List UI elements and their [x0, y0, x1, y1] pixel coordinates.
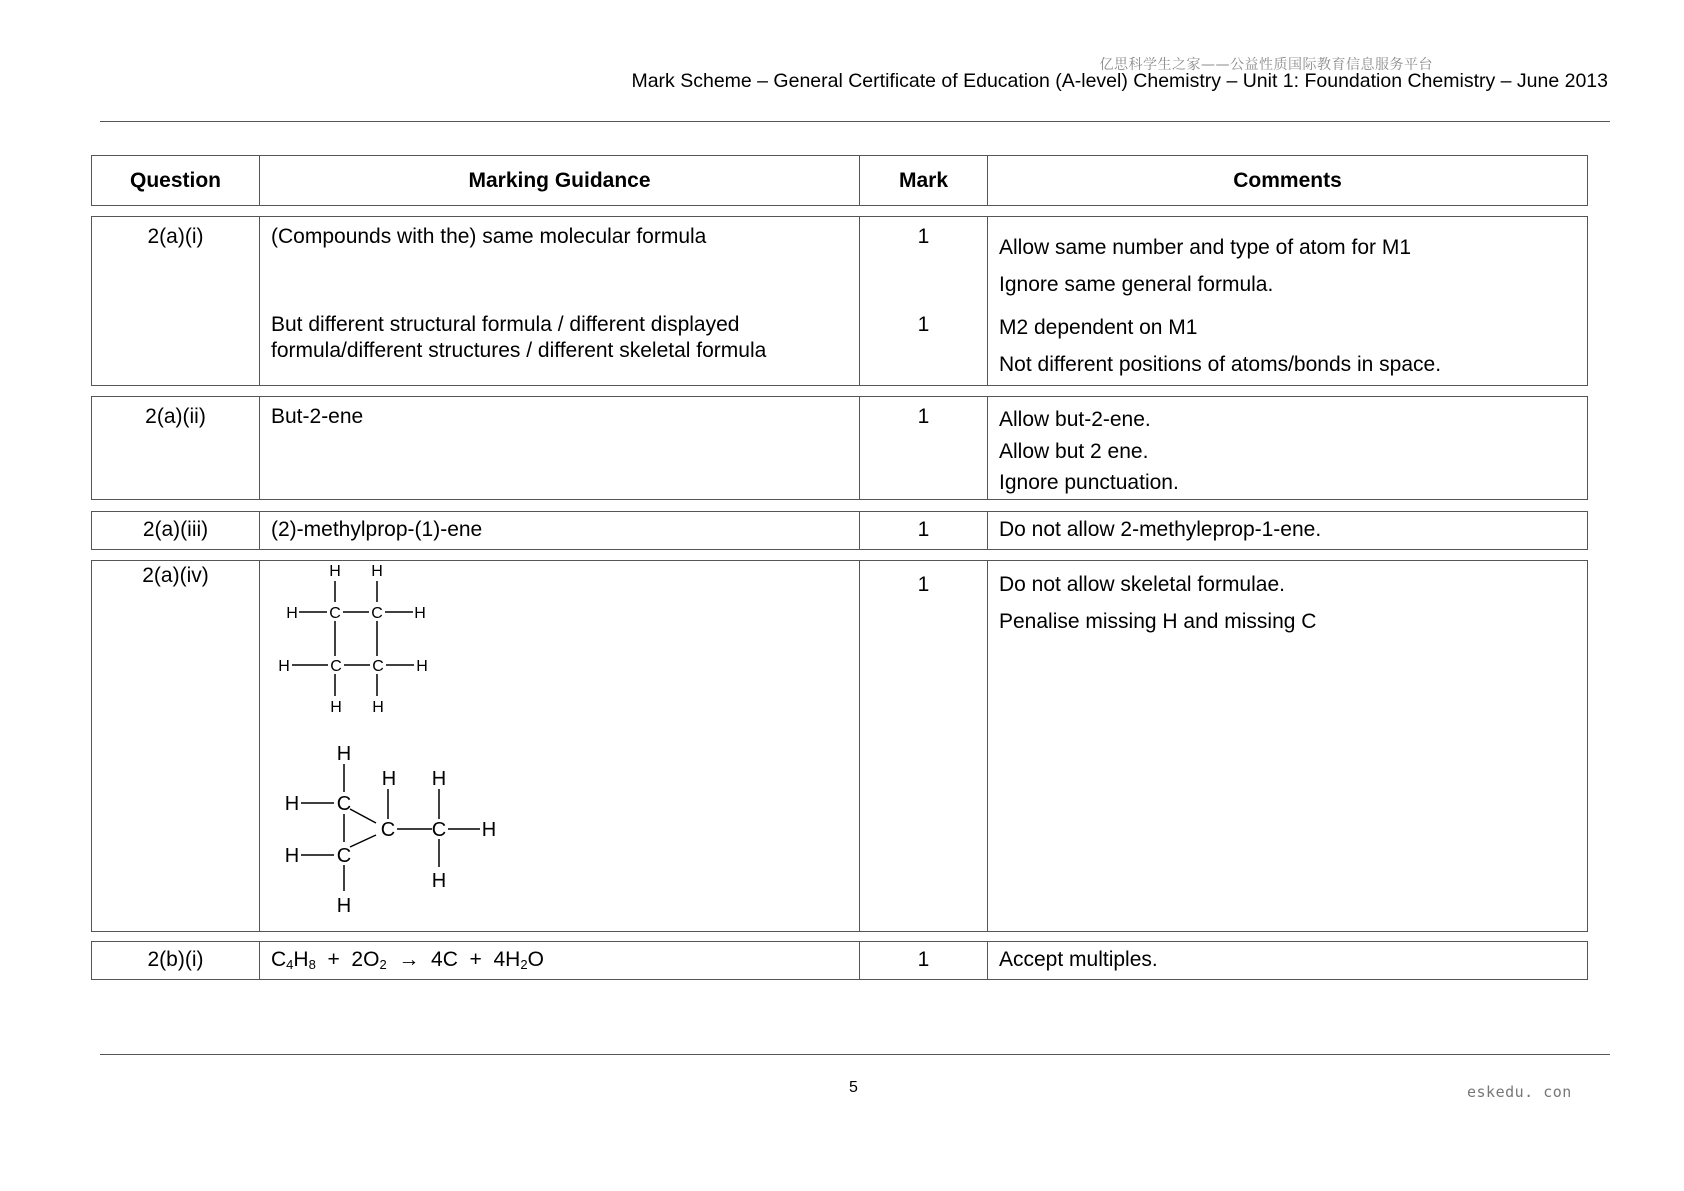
comment-line: Ignore same general formula. [999, 273, 1274, 296]
question-number: 2(a)(iv) [142, 564, 209, 587]
atom-h: H [278, 658, 290, 675]
atom-h: H [286, 605, 298, 622]
atom-h: H [336, 895, 352, 917]
column-header-guidance: Marking Guidance [260, 156, 860, 206]
mark-value: 1 [917, 313, 930, 336]
atom-h: H [381, 768, 397, 790]
comment-line: Allow same number and type of atom for M1 [999, 236, 1412, 259]
atom-c: C [380, 819, 396, 841]
atom-c: C [431, 819, 447, 841]
comment-line: Allow but 2 ene. [999, 439, 1149, 463]
comments-cell [988, 217, 1588, 386]
comment-line: Do not allow 2-methyleprop-1-ene. [999, 518, 1322, 541]
comment-line: Allow but-2-ene. [999, 408, 1151, 431]
comments-cell [988, 561, 1588, 932]
atom-h: H [284, 845, 300, 867]
atom-h: H [336, 743, 352, 765]
column-header-table [91, 155, 1588, 206]
question-number: 2(a)(ii) [145, 405, 206, 428]
watermark-text: 亿思科学生之家——公益性质国际教育信息服务平台 [1099, 57, 1433, 73]
guidance-cell [260, 397, 860, 500]
atom-c: C [336, 845, 352, 867]
atom-h: H [329, 563, 341, 580]
mark-value: 1 [917, 405, 930, 428]
atom-c: C [329, 605, 341, 622]
document-header-title: Mark Scheme – General Certificate of Education (A-level) Chemistry – Unit 1: Foundation Chemistry – June 2013 [631, 70, 1608, 92]
atom-h: H [371, 563, 383, 580]
guidance-line: But-2-ene [271, 405, 364, 428]
atom-c: C [371, 605, 383, 622]
question-number: 2(a)(i) [147, 225, 204, 248]
column-header-mark: Mark [860, 156, 988, 206]
comment-line: M2 dependent on M1 [999, 316, 1198, 339]
atom-h: H [330, 699, 342, 716]
atom-h: H [431, 870, 447, 892]
comments-cell [988, 397, 1588, 500]
atom-h: H [414, 605, 426, 622]
question-cell [92, 942, 260, 980]
comment-line: Accept multiples. [999, 948, 1158, 971]
mark-cell [860, 942, 988, 980]
reaction-arrow: → [398, 948, 420, 971]
mark-value: 1 [917, 518, 930, 541]
guidance-line: But different structural formula / different displayed [271, 313, 740, 336]
row-2a-i [91, 216, 1588, 386]
header-divider [100, 121, 1610, 122]
mark-cell [860, 397, 988, 500]
mark-value: 1 [917, 948, 930, 971]
comments-cell [988, 512, 1588, 550]
row-2a-iv [91, 560, 1588, 932]
comment-line: Do not allow skeletal formulae. [999, 573, 1285, 596]
methylcyclopropane-labels [285, 743, 496, 917]
cyclobutane-structure [292, 581, 414, 696]
comment-line: Not different positions of atoms/bonds in space. [999, 353, 1442, 376]
column-header-question: Question [92, 156, 260, 206]
atom-h: H [284, 793, 300, 815]
question-number: 2(b)(i) [147, 948, 204, 971]
row-2a-iii [91, 511, 1588, 550]
footer-divider [100, 1054, 1610, 1055]
mark-value: 1 [917, 225, 930, 248]
row-2a-ii [91, 396, 1588, 500]
footer-site-text: eskedu. con [1467, 1083, 1572, 1101]
cyclobutane-labels [278, 563, 428, 716]
atom-c: C [372, 658, 384, 675]
comment-line: Penalise missing H and missing C [999, 610, 1317, 633]
guidance-line: (Compounds with the) same molecular formula [271, 225, 707, 248]
mark-cell [860, 512, 988, 550]
mark-cell [860, 217, 988, 386]
guidance-line: (2)-methylprop-(1)-ene [271, 518, 483, 541]
mark-cell [860, 561, 988, 932]
page-number: 5 [849, 1079, 858, 1096]
comments-cell [988, 942, 1588, 980]
guidance-cell [260, 217, 860, 386]
atom-h: H [431, 768, 447, 790]
question-number: 2(a)(iii) [142, 518, 209, 541]
atom-c: C [336, 793, 352, 815]
atom-h: H [481, 819, 497, 841]
atom-h: H [416, 658, 428, 675]
row-2b-i [91, 941, 1588, 980]
comment-line: Ignore punctuation. [999, 471, 1179, 494]
question-cell [92, 512, 260, 550]
structural-formula-diagrams [260, 561, 858, 930]
guidance-cell [260, 512, 860, 550]
column-header-comments: Comments [988, 156, 1588, 206]
atom-c: C [330, 658, 342, 675]
question-cell [92, 561, 260, 932]
atom-h: H [372, 699, 384, 716]
mark-value: 1 [917, 573, 930, 596]
question-cell [92, 217, 260, 386]
question-cell [92, 397, 260, 500]
guidance-line: formula/different structures / different skeletal formula [271, 339, 767, 362]
combustion-equation: $C_4H_8 + 2O_2 \to 4C + 4H_2O$ [260, 942, 860, 980]
guidance-cell [260, 561, 860, 932]
